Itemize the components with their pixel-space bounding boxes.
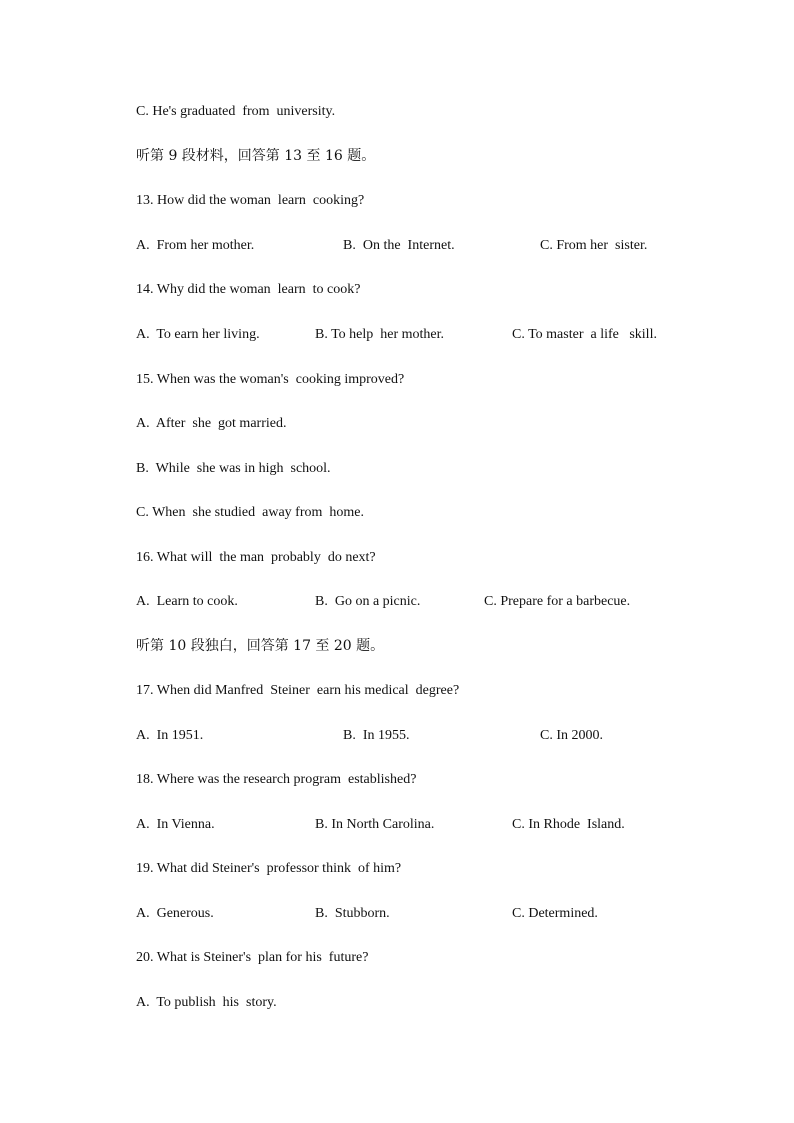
question-20: 20. What is Steiner's plan for his future?	[136, 950, 369, 965]
q12-option-c: C. He's graduated from university.	[136, 104, 336, 119]
q18-option-c: C. In Rhode Island.	[512, 817, 625, 832]
q17-option-a: A. In 1951.	[136, 728, 204, 743]
q18-option-a: A. In Vienna.	[136, 817, 215, 832]
question-18: 18. Where was the research program established?	[136, 772, 417, 787]
q16-option-b: B. Go on a picnic.	[315, 594, 421, 609]
q16-option-c: C. Prepare for a barbecue.	[484, 594, 631, 609]
q20-option-a: A. To publish his story.	[136, 995, 277, 1010]
q14-option-b: B. To help her mother.	[315, 327, 445, 342]
question-15: 15. When was the woman's cooking improved?	[136, 372, 405, 387]
q18-option-b: B. In North Carolina.	[315, 817, 435, 832]
section-10-instruction: 听第 10 段独白，回答第 17 至 20 题。	[136, 638, 385, 654]
question-19: 19. What did Steiner's professor think of him?	[136, 861, 402, 876]
q13-option-b: B. On the Internet.	[343, 238, 455, 253]
question-16: 16. What will the man probably do next?	[136, 550, 376, 565]
q15-option-c: C. When she studied away from home.	[136, 505, 364, 520]
q16-option-a: A. Learn to cook.	[136, 594, 238, 609]
section-9-instruction: 听第 9 段材料，回答第 13 至 16 题。	[136, 148, 376, 164]
q15-option-a: A. After she got married.	[136, 416, 287, 431]
question-14: 14. Why did the woman learn to cook?	[136, 282, 361, 297]
question-13: 13. How did the woman learn cooking?	[136, 193, 365, 208]
q13-option-c: C. From her sister.	[540, 238, 648, 253]
q17-option-c: C. In 2000.	[540, 728, 603, 743]
q17-option-b: B. In 1955.	[343, 728, 410, 743]
q13-option-a: A. From her mother.	[136, 238, 255, 253]
q14-option-c: C. To master a life skill.	[512, 327, 657, 342]
q14-option-a: A. To earn her living.	[136, 327, 260, 342]
q19-option-b: B. Stubborn.	[315, 906, 390, 921]
q15-option-b: B. While she was in high school.	[136, 461, 331, 476]
q19-option-c: C. Determined.	[512, 906, 598, 921]
q19-option-a: A. Generous.	[136, 906, 214, 921]
question-17: 17. When did Manfred Steiner earn his medical degree?	[136, 683, 460, 698]
